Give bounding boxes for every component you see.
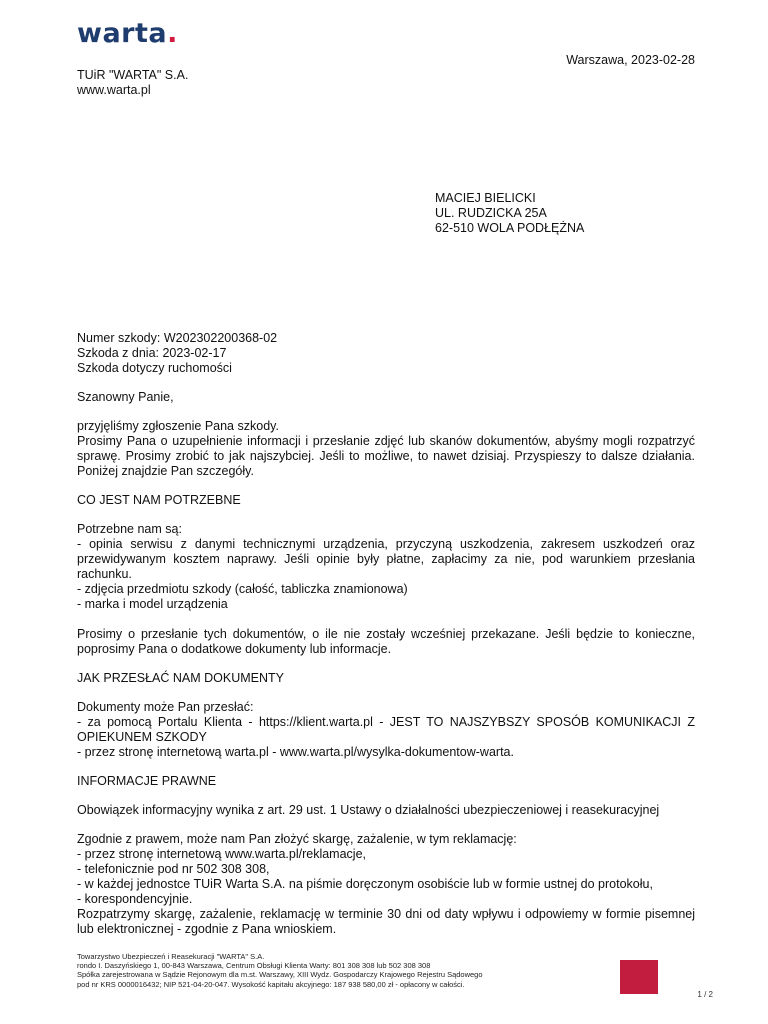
- red-seal-mark: [620, 960, 658, 994]
- legal-complaints: [77, 832, 695, 937]
- needed-item: - zdjęcia przedmiotu szkody (całość, tabliczka znamionowa): [77, 582, 408, 596]
- send-item: - za pomocą Portalu Klienta - https://klient.warta.pl - JEST TO NAJSZYBSZY SPOSÓB KOMUNIKACJI Z OPIEKUNEM SZKODY: [77, 715, 695, 744]
- send-item: - przez stronę internetową warta.pl - www.warta.pl/wysylka-dokumentow-warta.: [77, 745, 514, 759]
- send-heading: JAK PRZESŁAĆ NAM DOKUMENTY: [77, 671, 284, 685]
- needed-lead: Potrzebne nam są:: [77, 522, 182, 536]
- intro-paragraph: [77, 419, 695, 479]
- legal-item: - korespondencyjnie.: [77, 892, 193, 906]
- logo-dot: .: [167, 18, 178, 49]
- needed-item: - marka i model urządzenia: [77, 597, 228, 611]
- claim-date: Szkoda z dnia: 2023-02-17: [77, 346, 227, 360]
- legal-item: - telefonicznie pod nr 502 308 308,: [77, 862, 270, 876]
- send-lead: Dokumenty może Pan przesłać:: [77, 700, 254, 714]
- letter-body: [77, 331, 695, 951]
- page-number: 1 / 2: [697, 990, 713, 999]
- company-url: www.warta.pl: [77, 83, 151, 97]
- legal-heading: INFORMACJE PRAWNE: [77, 774, 217, 788]
- claim-number: Numer szkody: W202302200368-02: [77, 331, 278, 345]
- recipient-name: MACIEJ BIELICKI: [435, 191, 536, 205]
- company-footer: [77, 952, 547, 989]
- warta-logo: [77, 18, 178, 50]
- send-list: [77, 700, 695, 760]
- footer-line: pod nr KRS 0000016432; NIP 521-04-20-047. Wysokość kapitału akcyjnego: 187 938 580,00 zł - opłacony w całości.: [77, 979, 465, 989]
- claim-subject: Szkoda dotyczy ruchomości: [77, 361, 232, 375]
- needed-list: [77, 522, 695, 612]
- legal-item: - w każdej jednostce TUiR Warta S.A. na piśmie doręczonym osobiście lub w formie ustnej do protokołu,: [77, 877, 653, 891]
- footer-line: rondo I. Daszyńskiego 1, 00-843 Warszawa, Centrum Obsługi Klienta Warty: 801 308 308 lub 502 308 308: [77, 961, 431, 971]
- claim-info: [77, 331, 695, 376]
- legal-obligation: Obowiązek informacyjny wynika z art. 29 ust. 1 Ustawy o działalności ubezpieczeniowej i reasekuracyjnej: [77, 803, 660, 817]
- legal-item: - przez stronę internetową www.warta.pl/reklamacje,: [77, 847, 367, 861]
- greeting: Szanowny Panie,: [77, 390, 174, 404]
- intro-line-2: Prosimy Pana o uzupełnienie informacji i przesłanie zdjęć lub skanów dokumentów, abyśmy mogli rozpatrzyć sprawę. Prosimy zrobić to jak najszybciej. Jeśli to możliwe, to nawet dzisiaj. Przyspieszy to dalsze działania. Poniżej znajdzie Pan szczegóły.: [77, 434, 695, 478]
- recipient-city: 62-510 WOLA PODŁĘŻNA: [435, 221, 585, 235]
- needed-note: Prosimy o przesłanie tych dokumentów, o ile nie zostały wcześniej przekazane. Jeśli będzie to konieczne, poprosimy Pana o dodatkowe dokumenty lub informacje.: [77, 627, 695, 656]
- recipient-address: [435, 191, 584, 236]
- logo-text: warta: [77, 18, 168, 49]
- sender-block: [77, 68, 188, 98]
- legal-closing: Rozpatrzymy skargę, zażalenie, reklamację w terminie 30 dni od daty wpływu i odpowiemy w formie pisemnej lub elektronicznej - zgodnie z Pana wnioskiem.: [77, 907, 695, 936]
- needed-item: - opinia serwisu z danymi technicznymi urządzenia, przyczyną uszkodzenia, zakresem uszkodzeń oraz przewidywanym kosztem naprawy. Jeśli opinie były płatne, zapłacimy za nie, pod warunkiem przesłania rachunku.: [77, 537, 695, 581]
- recipient-street: UL. RUDZICKA 25A: [435, 206, 547, 220]
- letter-date: Warszawa, 2023-02-28: [566, 53, 695, 67]
- needed-heading: CO JEST NAM POTRZEBNE: [77, 493, 241, 507]
- footer-line: Spółka zarejestrowana w Sądzie Rejonowym dla m.st. Warszawy, XIII Wydz. Gospodarczy Krajowego Rejestru Sądowego: [77, 970, 483, 980]
- company-name: TUiR "WARTA" S.A.: [77, 68, 189, 82]
- intro-line-1: przyjęliśmy zgłoszenie Pana szkody.: [77, 419, 279, 433]
- footer-line: Towarzystwo Ubezpieczeń i Reasekuracji "WARTA" S.A.: [77, 952, 265, 961]
- legal-lead: Zgodnie z prawem, może nam Pan złożyć skargę, zażalenie, w tym reklamację:: [77, 832, 517, 846]
